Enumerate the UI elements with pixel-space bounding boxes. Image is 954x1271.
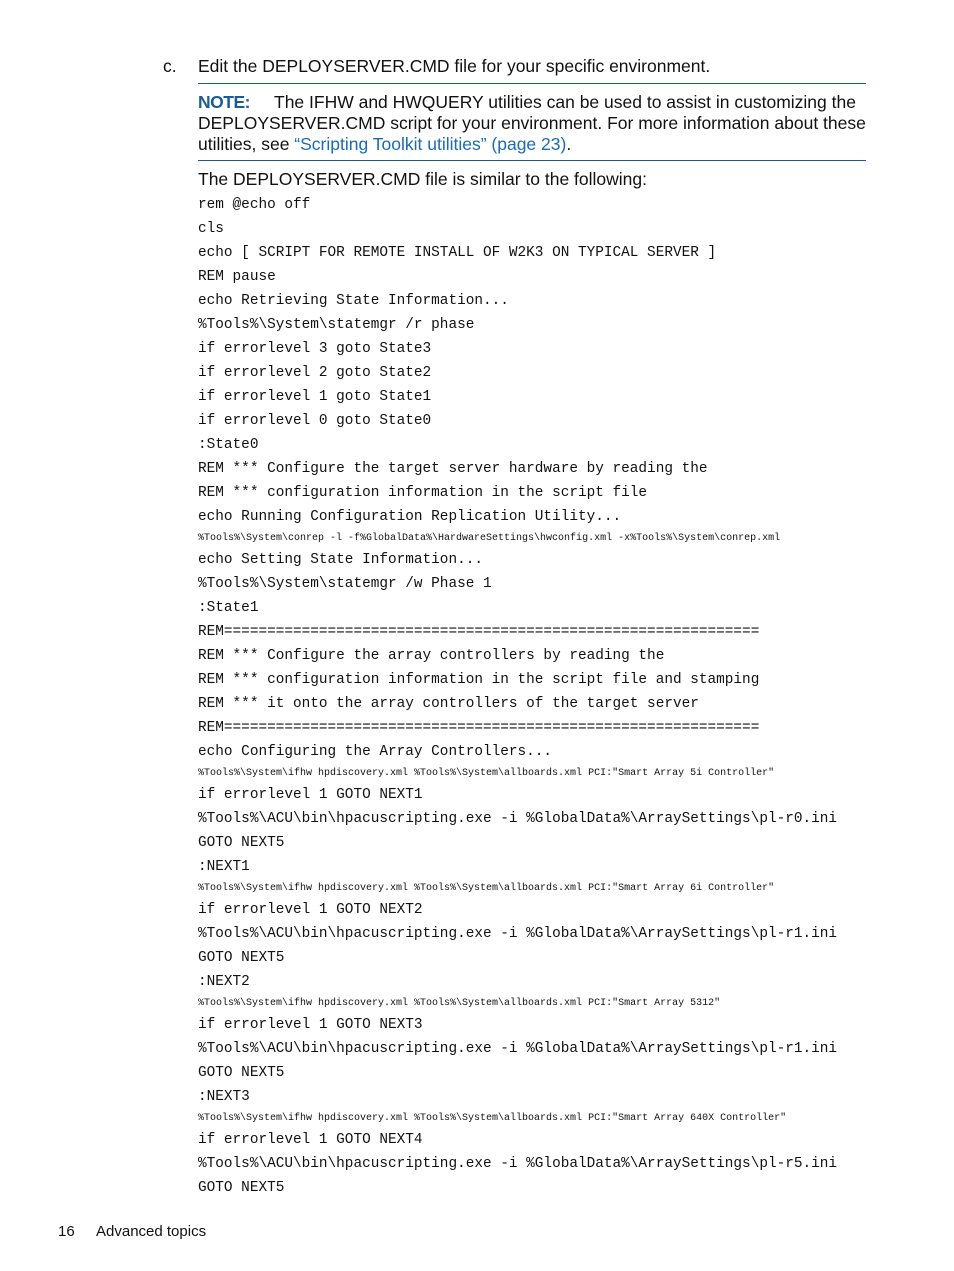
code-line: REM============================================================== [198, 624, 760, 640]
scripting-toolkit-link[interactable]: “Scripting Toolkit utilities” (page 23) [294, 134, 567, 154]
code-line: if errorlevel 1 GOTO NEXT1 [198, 787, 423, 803]
code-line: if errorlevel 1 GOTO NEXT3 [198, 1017, 423, 1033]
code-line: echo Configuring the Array Controllers... [198, 744, 553, 760]
code-line: REM *** configuration information in the script file and stamping [198, 672, 760, 688]
page-number: 16 [58, 1223, 75, 1240]
code-line: %Tools%\System\conrep -l -f%GlobalData%\HardwareSettings\hwconfig.xml -x%Tools%\System\conrep.xml [198, 533, 781, 544]
note-box [198, 83, 866, 161]
note-label: NOTE: [198, 92, 250, 112]
page-footer [58, 1222, 206, 1242]
code-line: echo Retrieving State Information... [198, 293, 509, 309]
code-line: echo Setting State Information... [198, 552, 483, 568]
code-line: if errorlevel 1 GOTO NEXT4 [198, 1132, 423, 1148]
code-line: %Tools%\System\statemgr /r phase [198, 317, 475, 333]
code-line: %Tools%\ACU\bin\hpacuscripting.exe -i %GlobalData%\ArraySettings\pl-r0.ini [198, 811, 838, 827]
code-line: %Tools%\System\ifhw hpdiscovery.xml %Tools%\System\allboards.xml PCI:"Smart Array 5i Controller" [198, 768, 775, 779]
note-body: The IFHW and HWQUERY utilities can be used to assist in customizing the DEPLOYSERVER.CMD script for your environment. For more information about these utilities, see [198, 92, 866, 154]
code-line: REM pause [198, 269, 276, 285]
code-line: GOTO NEXT5 [198, 835, 285, 851]
code-line: REM *** Configure the array controllers by reading the [198, 648, 665, 664]
code-line: %Tools%\ACU\bin\hpacuscripting.exe -i %GlobalData%\ArraySettings\pl-r1.ini [198, 1041, 838, 1057]
code-line: REM============================================================== [198, 720, 760, 736]
code-line: :State0 [198, 437, 259, 453]
code-line: if errorlevel 1 GOTO NEXT2 [198, 902, 423, 918]
code-line: :NEXT1 [198, 859, 250, 875]
code-line: if errorlevel 1 goto State1 [198, 389, 432, 405]
intro-text: The DEPLOYSERVER.CMD file is similar to the following: [198, 169, 647, 189]
code-line: %Tools%\ACU\bin\hpacuscripting.exe -i %GlobalData%\ArraySettings\pl-r5.ini [198, 1156, 838, 1172]
code-line: :State1 [198, 600, 259, 616]
code-line: %Tools%\System\ifhw hpdiscovery.xml %Tools%\System\allboards.xml PCI:"Smart Array 5312" [198, 998, 721, 1009]
code-line: %Tools%\ACU\bin\hpacuscripting.exe -i %GlobalData%\ArraySettings\pl-r1.ini [198, 926, 838, 942]
step-marker: c. [163, 56, 177, 76]
code-line: GOTO NEXT5 [198, 950, 285, 966]
code-line: GOTO NEXT5 [198, 1065, 285, 1081]
note-text [198, 92, 866, 155]
code-line: echo Running Configuration Replication Utility... [198, 509, 622, 525]
code-line: if errorlevel 0 goto State0 [198, 413, 432, 429]
code-line: if errorlevel 3 goto State3 [198, 341, 432, 357]
code-line: %Tools%\System\statemgr /w Phase 1 [198, 576, 492, 592]
code-line: rem @echo off [198, 197, 311, 213]
step-text: Edit the DEPLOYSERVER.CMD file for your specific environment. [198, 56, 711, 76]
code-line: :NEXT2 [198, 974, 250, 990]
code-line: REM *** configuration information in the script file [198, 485, 648, 501]
code-line: if errorlevel 2 goto State2 [198, 365, 432, 381]
code-line: %Tools%\System\ifhw hpdiscovery.xml %Tools%\System\allboards.xml PCI:"Smart Array 6i Controller" [198, 883, 775, 894]
code-line: REM *** Configure the target server hardware by reading the [198, 461, 708, 477]
code-line: :NEXT3 [198, 1089, 250, 1105]
step-c [163, 55, 867, 77]
section-title: Advanced topics [96, 1223, 207, 1240]
code-line: GOTO NEXT5 [198, 1180, 285, 1196]
code-line: %Tools%\System\ifhw hpdiscovery.xml %Tools%\System\allboards.xml PCI:"Smart Array 640X Controller" [198, 1113, 787, 1124]
note-body-end: . [566, 134, 572, 154]
code-block [198, 193, 898, 1200]
code-line: cls [198, 221, 224, 237]
code-line: echo [ SCRIPT FOR REMOTE INSTALL OF W2K3 ON TYPICAL SERVER ] [198, 245, 717, 261]
code-line: REM *** it onto the array controllers of the target server [198, 696, 699, 712]
